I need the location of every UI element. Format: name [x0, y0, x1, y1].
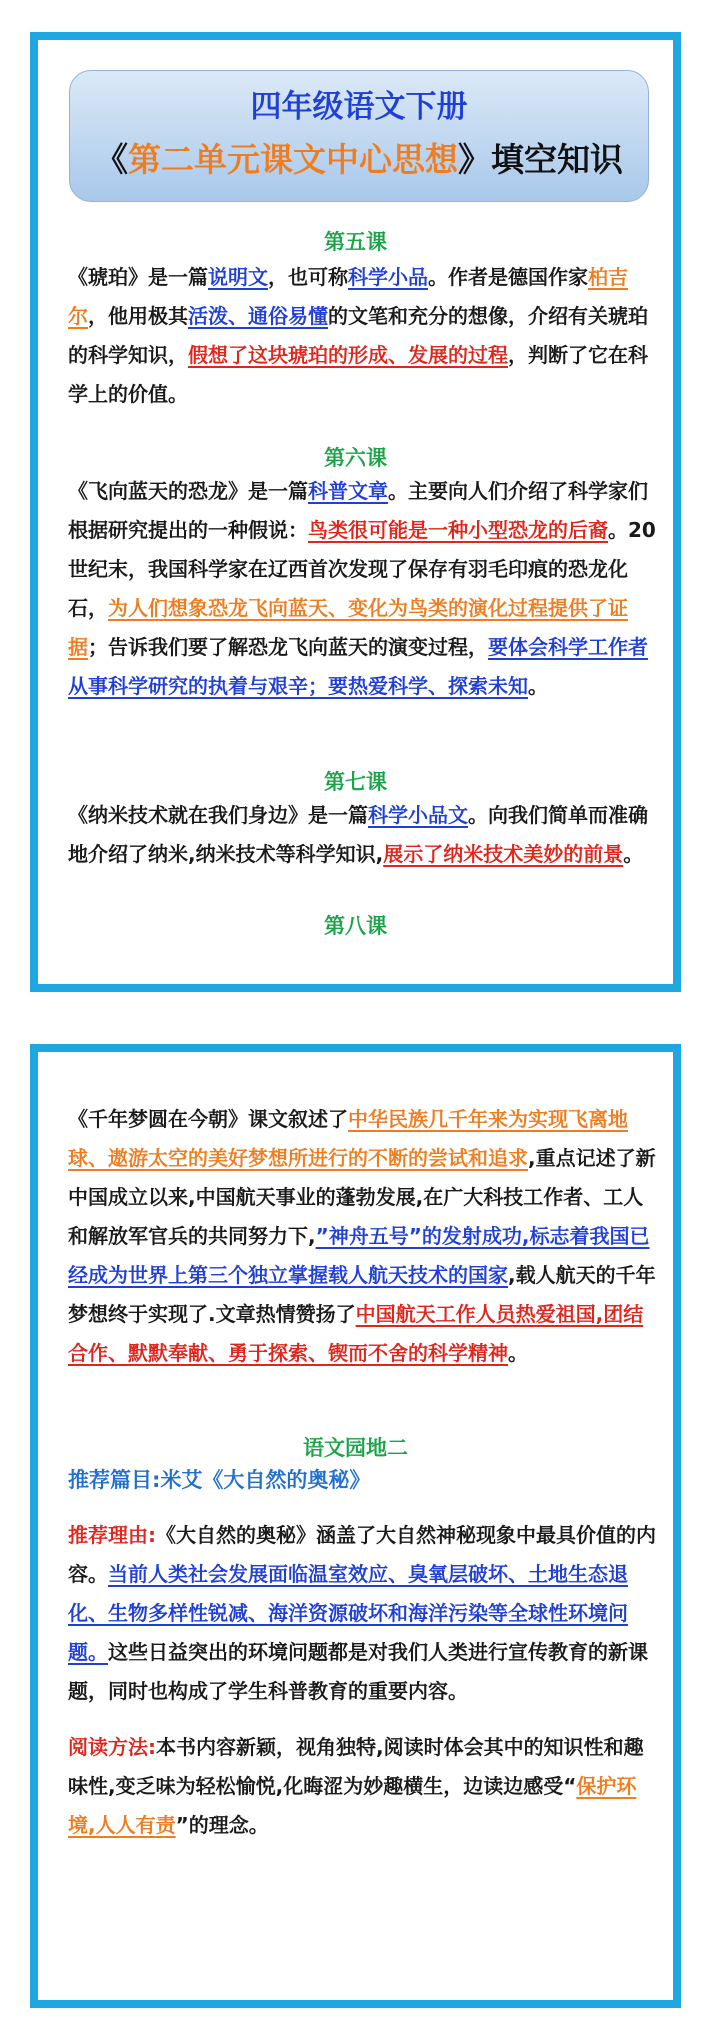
lesson7-paragraph [68, 796, 660, 874]
card-bottom [30, 1044, 681, 2008]
text: 。20 世纪末，我国科学家在辽西首次发现了保存有羽毛印痕的恐龙化石， [68, 518, 656, 620]
title-banner [69, 70, 649, 202]
lesson5-paragraph [68, 258, 660, 414]
highlight: 当前人类社会发展面临温室效应、臭氧层破坏、土地生态退化、生物多样性锐减、海洋资源破坏和海洋污染等全球性环境问题。 [68, 1562, 628, 1664]
highlight: 保护环境,人人有责 [68, 1774, 637, 1837]
lesson8-paragraph [68, 1100, 660, 1373]
highlight: 科学小品 [348, 265, 428, 289]
highlight: 中华民族几千年来为实现飞离地球、遨游太空的美好梦想所进行的不断的尝试和追求 [68, 1107, 628, 1170]
text: 《千年梦圆在今朝》课文叙述了 [68, 1107, 348, 1131]
text: ，判断了它在科学上的价值。 [68, 343, 648, 406]
text: 这些日益突出的环境问题都是对我们人类进行宣传教育的新课题，同时也构成了学生科普教育的重要内容。 [68, 1640, 648, 1703]
text: ，也可称 [268, 265, 348, 289]
title-close: 》填空知识 [458, 140, 623, 179]
lesson5-heading: 第五课 [324, 230, 387, 254]
card-top [30, 32, 681, 992]
highlight: 中国航天工作人员热爱祖国,团结合作、默默奉献、勇于探索、锲而不舍的科学精神 [68, 1302, 644, 1365]
text: 。向我们简单而准确地介绍了纳米,纳米技术等科学知识, [68, 803, 648, 866]
highlight: 活泼、通俗易懂 [188, 304, 328, 328]
text: 《纳米技术就在我们身边》是一篇 [68, 803, 368, 827]
text: 。主要向人们介绍了科学家们根据研究提出的一种假说： [68, 479, 648, 542]
lesson6-heading: 第六课 [324, 446, 387, 470]
highlight: 鸟类很可能是一种小型恐龙的后裔 [308, 518, 608, 542]
reason-paragraph [68, 1516, 660, 1711]
text: ,载人航天的千年梦想终于实现了.文章热情赞扬了 [68, 1263, 656, 1326]
reason-label: 推荐理由: [68, 1523, 156, 1547]
text: ,重点记述了新中国成立以来,中国航天事业的蓬勃发展,在广大科技工作者、工人和解放军官兵的共同努力下, [68, 1146, 656, 1248]
method-label: 阅读方法: [68, 1735, 156, 1759]
title-line-2 [70, 135, 648, 185]
method-paragraph [68, 1728, 660, 1845]
text: 《琥珀》是一篇 [68, 265, 208, 289]
text: 。作者是德国作家 [428, 265, 588, 289]
text: 《飞向蓝天的恐龙》是一篇 [68, 479, 308, 503]
lesson6-paragraph [68, 472, 660, 706]
highlight: 要体会科学工作者从事科学研究的执着与艰辛；要热爱科学、探索未知 [68, 635, 648, 698]
highlight: 假想了这块琥珀的形成、发展的过程 [188, 343, 508, 367]
highlight: 说明文 [208, 265, 268, 289]
highlight: 科普文章 [308, 479, 388, 503]
recommend-title: 推荐篇目:米艾《大自然的奥秘》 [68, 1468, 371, 1492]
highlight: 为人们想象恐龙飞向蓝天、变化为鸟类的演化过程提供了证据 [68, 596, 628, 659]
title-highlight: 第二单元课文中心思想 [128, 140, 458, 179]
highlight: 柏吉尔 [68, 265, 628, 328]
text: ”的理念。 [175, 1813, 269, 1837]
text: 的文笔和充分的想像，介绍有关琥珀的科学知识， [68, 304, 648, 367]
text: 。 [623, 842, 644, 866]
highlight: ”神舟五号”的发射成功,标志着我国已经成为世界上第三个独立掌握载人航天技术的国家 [68, 1224, 650, 1287]
title-line-1: 四年级语文下册 [250, 89, 468, 125]
text: 。 [528, 674, 548, 698]
text: 。 [508, 1341, 528, 1365]
lesson7-heading: 第七课 [324, 770, 387, 794]
highlight: 科学小品文 [368, 803, 468, 827]
text: 本书内容新颖，视角独特,阅读时体会其中的知识性和趣味性,变乏味为轻松愉悦,化晦涩为妙趣横生，边读边感受“ [68, 1735, 644, 1798]
text: ，他用极其 [88, 304, 188, 328]
text: 《大自然的奥秘》涵盖了大自然神秘现象中最具价值的内容。 [68, 1523, 656, 1586]
title-open-bracket: 《 [95, 140, 128, 179]
text: ；告诉我们要了解恐龙飞向蓝天的演变过程， [88, 635, 488, 659]
garden-heading: 语文园地二 [303, 1436, 408, 1460]
lesson8-heading: 第八课 [324, 914, 387, 938]
highlight: 展示了纳米技术美妙的前景 [383, 842, 624, 866]
